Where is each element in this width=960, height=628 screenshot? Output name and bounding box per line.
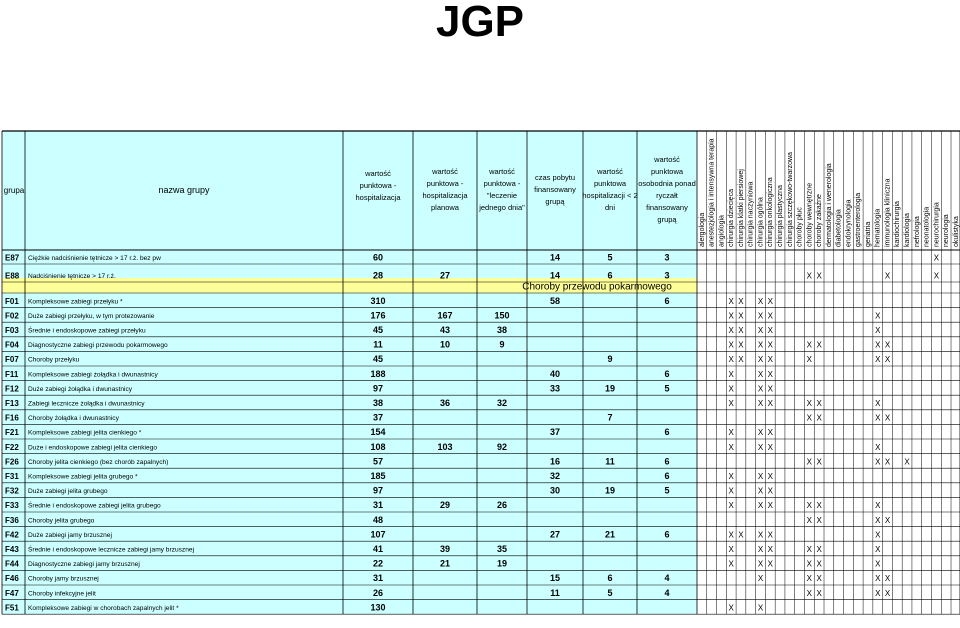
col-header-hosp2-line: punktowa (593, 179, 627, 188)
row-name: Średnie i endoskopowe lecznicze zabiegi jamy brzusznej (28, 546, 195, 554)
row-value: 176 (370, 310, 386, 321)
row-value: 60 (372, 252, 384, 263)
row-value: 5 (664, 383, 670, 394)
row-name: Choroby jelita grubego (28, 517, 95, 525)
col-header-wp-plan-line: punktowa - (426, 179, 464, 188)
specialty-label: alergologia (698, 212, 706, 247)
col-header-osobodzien-line: finansowany (646, 203, 688, 212)
row-code: F03 (5, 326, 19, 335)
specialty-label: chirurgia szczękowo-twarzowa (786, 152, 794, 247)
row-name: Zabiegi lecznicze żołądka i dwunastnicy (28, 400, 145, 408)
col-header-osobodzien-line: ryczałt (656, 191, 678, 200)
specialty-mark: X (806, 545, 813, 554)
specialty-mark: X (767, 486, 773, 496)
specialty-label: choroby płuc (796, 207, 804, 247)
row-value: 41 (372, 544, 384, 554)
specialty-mark: X (728, 296, 734, 306)
row-value: 21 (439, 558, 451, 569)
specialty-mark: X (767, 311, 773, 321)
row-value: 188 (370, 368, 386, 379)
specialty-mark: X (806, 501, 813, 511)
row-value: 27 (439, 270, 451, 281)
specialty-mark: X (738, 311, 744, 321)
specialty-mark: X (875, 326, 881, 335)
row-code: F43 (5, 545, 19, 554)
row-value: 5 (607, 587, 613, 598)
row-code: F02 (5, 311, 19, 321)
row-code: F26 (5, 457, 19, 467)
row-code: F47 (5, 588, 19, 598)
row-value: 31 (372, 500, 384, 511)
specialty-label: chirurgia ogólna (757, 197, 765, 247)
specialty-mark: X (816, 501, 822, 511)
col-header-wp-hosp-line: punktowa - (359, 181, 397, 190)
row-value: 38 (372, 398, 384, 408)
specialty-mark: X (806, 399, 813, 408)
row-name: Diagnostyczne zabiegi jamy brzusznej (28, 561, 140, 569)
specialty-mark: X (875, 355, 881, 365)
row-name: Ciężkie nadciśnienie tętnicze > 17 r.ż. bez pw (28, 255, 161, 262)
row-value: 11 (373, 339, 383, 350)
specialty-mark: X (884, 413, 891, 423)
row-value: 6 (664, 368, 670, 379)
specialty-mark: X (757, 369, 764, 379)
specialty-mark: X (884, 271, 891, 281)
row-value: 40 (549, 368, 561, 379)
specialty-mark: X (728, 428, 734, 438)
row-code: F33 (5, 501, 19, 511)
specialty-label: nefrologia (913, 216, 921, 247)
row-value: 6 (664, 295, 670, 306)
row-value: 7 (607, 412, 613, 423)
col-header-hosp2-line: dni (604, 203, 616, 212)
specialty-mark: X (875, 340, 881, 350)
specialty-label: gastroenterologia (855, 192, 863, 247)
specialty-mark: X (767, 355, 773, 365)
specialty-label: geriatria (864, 221, 872, 247)
specialty-mark: X (728, 340, 734, 350)
specialty-mark: X (875, 588, 881, 598)
specialty-mark: X (884, 588, 891, 598)
row-name: Duże zabiegi jelita grubego (28, 488, 108, 496)
row-value: 6 (664, 471, 670, 481)
specialty-label: neurologia (943, 214, 951, 247)
specialty-label: angiologia (718, 215, 726, 247)
row-value: 5 (664, 485, 670, 496)
row-name: Nadciśnienie tętnicze > 17 r.ż. (28, 273, 116, 280)
specialty-mark: X (757, 428, 764, 438)
col-header-wp-hosp-line: wartość (365, 169, 391, 178)
row-value: 130 (370, 602, 386, 613)
row-value: 37 (549, 427, 561, 438)
row-value: 154 (370, 427, 386, 438)
specialty-mark: X (767, 545, 773, 554)
row-value: 21 (604, 529, 616, 540)
row-code: F22 (5, 442, 19, 452)
section-header: Choroby przewodu pokarmowego (522, 281, 672, 293)
col-header-wp-plan-line: hospitalizacja (422, 191, 468, 200)
specialty-mark: X (875, 311, 881, 321)
specialty-mark: X (875, 501, 881, 511)
row-name: Średnie i endoskopowe zabiegi przełyku (28, 327, 146, 335)
row-value: 14 (549, 270, 561, 281)
row-value: 4 (664, 587, 670, 598)
specialty-mark: X (767, 472, 773, 481)
specialty-mark: X (875, 442, 881, 452)
row-value: 26 (372, 587, 384, 598)
jgp-table-grid (0, 128, 960, 623)
specialty-mark: X (757, 559, 764, 569)
specialty-mark: X (757, 384, 764, 394)
specialty-mark: X (757, 545, 764, 554)
specialty-mark: X (767, 501, 773, 511)
row-value: 36 (439, 398, 451, 408)
specialty-label: neurochirurgia (933, 202, 941, 247)
specialty-mark: X (806, 559, 813, 569)
specialty-mark: X (933, 253, 940, 263)
row-value: 57 (372, 456, 384, 467)
specialty-label: immunologia kliniczna (884, 178, 892, 247)
specialty-mark: X (884, 515, 891, 525)
row-value: 28 (372, 270, 384, 281)
row-code: E88 (5, 271, 20, 281)
row-value: 9 (607, 354, 613, 365)
row-value: 92 (496, 441, 508, 452)
specialty-label: kardiologia (904, 213, 912, 247)
row-value: 22 (372, 558, 384, 569)
col-header-wp-dzien-line: jednego dnia" (479, 203, 525, 212)
specialty-label: chirurgia naczyniowa (747, 181, 755, 247)
specialty-mark: X (767, 442, 773, 452)
row-code: F44 (5, 559, 19, 569)
specialty-label: chirurgia klatki piersiowej (737, 169, 745, 247)
row-code: F07 (5, 355, 19, 365)
row-code: F13 (5, 399, 19, 408)
row-value: 11 (550, 587, 560, 598)
specialty-mark: X (875, 530, 881, 540)
specialty-mark: X (757, 530, 764, 540)
col-header-wp-plan-line: planowa (431, 203, 459, 212)
row-value: 35 (496, 544, 508, 554)
row-value: 5 (607, 252, 613, 263)
row-value: 108 (370, 441, 386, 452)
row-name: Kompleksowe zabiegi żołądka i dwunastnicy (28, 371, 158, 379)
row-value: 48 (372, 514, 384, 525)
row-code: F01 (5, 296, 19, 306)
row-value: 3 (664, 252, 670, 263)
specialty-mark: X (806, 340, 813, 350)
specialty-mark: X (884, 340, 891, 350)
row-code: F12 (5, 384, 19, 394)
row-code: F46 (5, 574, 19, 584)
specialty-mark: X (816, 588, 822, 598)
specialty-mark: X (728, 399, 734, 408)
specialty-mark: X (904, 457, 910, 467)
specialty-mark: X (728, 545, 734, 554)
specialty-label: neonatologia (923, 206, 931, 247)
specialty-mark: X (816, 457, 822, 467)
specialty-mark: X (728, 472, 734, 481)
row-value: 3 (664, 270, 670, 281)
row-name: Średnie i endoskopowe zabiegi jelita grubego (28, 502, 161, 510)
specialty-mark: X (757, 326, 764, 335)
specialty-mark: X (806, 271, 813, 281)
row-code: F04 (5, 340, 19, 350)
specialty-label: kardiochirurgia (894, 201, 902, 247)
specialty-mark: X (757, 442, 764, 452)
row-name: Duże zabiegi przełyku, w tym protezowanie (28, 312, 155, 320)
row-code: F32 (5, 486, 19, 496)
row-name: Duże i endoskopowe zabiegi jelita cienkiego (28, 444, 158, 452)
row-name: Duże zabiegi jamy brzusznej (28, 531, 112, 539)
row-value: 6 (664, 427, 670, 438)
specialty-mark: X (875, 399, 881, 408)
specialty-mark: X (757, 355, 764, 365)
row-value: 26 (496, 500, 508, 511)
specialty-mark: X (806, 355, 813, 365)
specialty-mark: X (738, 326, 744, 335)
row-value: 19 (604, 383, 616, 394)
row-name: Choroby jamy brzusznej (28, 575, 99, 583)
col-header-osobodzien-line: grupą (657, 215, 677, 224)
specialty-mark: X (816, 399, 822, 408)
row-code: F21 (5, 428, 19, 438)
specialty-mark: X (728, 369, 734, 379)
col-header-osobodzien-line: osobodnia ponad (638, 179, 696, 188)
row-value: 185 (370, 471, 386, 481)
row-value: 19 (496, 558, 508, 569)
row-value: 38 (496, 325, 508, 335)
col-header-nazwa: nazwa grupy (158, 185, 210, 195)
row-name: Kompleksowe zabiegi przełyku * (28, 298, 123, 306)
row-name: Choroby żołądka i dwunastnicy (28, 415, 119, 423)
specialty-mark: X (757, 399, 764, 408)
specialty-label: choroby zakaźne (816, 194, 824, 247)
row-value: 14 (549, 252, 561, 263)
specialty-label: chirurgia plastyczna (776, 185, 784, 247)
row-value: 29 (439, 500, 451, 511)
specialty-mark: X (728, 603, 734, 613)
row-value: 4 (664, 573, 670, 584)
row-name: Choroby przełyku (28, 356, 80, 364)
specialty-mark: X (728, 384, 734, 394)
col-header-wp-hosp-line: hospitalizacja (355, 193, 401, 202)
specialty-mark: X (884, 574, 891, 584)
specialty-mark: X (806, 515, 813, 525)
specialty-mark: X (767, 296, 773, 306)
row-name: Choroby infekcyjne jelit (28, 590, 96, 598)
specialty-mark: X (728, 530, 734, 540)
col-header-osobodzien-line: wartość (654, 155, 680, 164)
specialty-mark: X (875, 559, 881, 569)
row-value: 6 (607, 573, 613, 584)
row-value: 107 (370, 529, 386, 540)
specialty-mark: X (767, 326, 773, 335)
specialty-mark: X (816, 515, 822, 525)
specialty-label: chirurgia onkologiczna (767, 177, 775, 247)
row-value: 10 (439, 339, 451, 350)
specialty-mark: X (875, 413, 881, 423)
specialty-mark: X (806, 457, 813, 467)
row-code: F36 (5, 515, 19, 525)
specialty-mark: X (816, 574, 822, 584)
row-code: F51 (5, 603, 19, 613)
specialty-label: choroby wewnętrzne (806, 182, 814, 247)
specialty-label: dermatologia i wenerologia (825, 163, 833, 247)
specialty-mark: X (806, 413, 813, 423)
specialty-mark: X (816, 559, 822, 569)
row-code: F11 (5, 369, 19, 379)
row-value: 32 (549, 471, 561, 481)
col-header-wp-dzien-line: "leczenie (486, 191, 518, 200)
row-value: 97 (372, 383, 384, 394)
page-title: JGP (435, 0, 525, 46)
col-header-grupa: grupa (3, 186, 25, 195)
specialty-label: endokrynologia (845, 199, 853, 247)
specialty-mark: X (806, 588, 813, 598)
col-header-czas-line: grupą (545, 197, 565, 206)
specialty-label: okulistyka (952, 216, 960, 247)
col-header-wp-dzien-line: wartość (489, 167, 515, 176)
specialty-mark: X (757, 603, 764, 613)
specialty-mark: X (738, 355, 744, 365)
row-value: 37 (372, 412, 384, 423)
specialty-mark: X (728, 311, 734, 321)
row-name: Choroby jelita cienkiego (bez chorób zapalnych) (28, 458, 169, 466)
specialty-mark: X (728, 501, 734, 511)
specialty-mark: X (806, 574, 813, 584)
row-value: 45 (372, 325, 384, 335)
specialty-mark: X (767, 428, 773, 438)
row-value: 19 (604, 485, 616, 496)
specialty-mark: X (757, 486, 764, 496)
row-value: 6 (664, 529, 670, 540)
row-name: Kompleksowe zabiegi jelita grubego * (28, 473, 138, 481)
specialty-label: diabetologia (835, 209, 843, 247)
row-value: 150 (494, 310, 510, 321)
specialty-mark: X (884, 355, 891, 365)
specialty-mark: X (767, 369, 773, 379)
specialty-mark: X (767, 559, 773, 569)
specialty-mark: X (728, 355, 734, 365)
row-value: 103 (437, 441, 453, 452)
row-value: 30 (549, 485, 561, 496)
row-value: 31 (372, 573, 384, 584)
col-header-wp-dzien-line: punktowa - (483, 179, 521, 188)
row-value: 45 (372, 354, 384, 365)
col-header-hosp2-line: hospitalizacji < 2 (582, 191, 638, 200)
specialty-mark: X (757, 296, 764, 306)
row-code: F42 (5, 530, 19, 540)
row-value: 27 (549, 529, 561, 540)
row-value: 32 (496, 398, 508, 408)
specialty-mark: X (757, 501, 764, 511)
specialty-mark: X (767, 340, 773, 350)
row-code: F16 (5, 413, 19, 423)
specialty-mark: X (875, 574, 881, 584)
specialty-mark: X (738, 530, 744, 540)
specialty-mark: X (728, 326, 734, 335)
row-value: 58 (549, 295, 561, 306)
specialty-mark: X (757, 472, 764, 481)
row-name: Kompleksowe zabiegi jelita cienkiego * (28, 429, 142, 437)
specialty-mark: X (816, 271, 822, 281)
row-name: Diagnostyczne zabiegi przewodu pokarmowego (28, 342, 168, 350)
specialty-mark: X (875, 545, 881, 554)
col-header-hosp2-line: wartość (597, 167, 623, 176)
row-value: 9 (499, 339, 505, 350)
row-value: 16 (549, 456, 561, 467)
col-header-czas-line: czas pobytu (534, 173, 576, 182)
row-value: 97 (372, 485, 384, 496)
col-header-wp-plan-line: wartość (432, 167, 458, 176)
row-name: Kompleksowe zabiegi w chorobach zapalnych jelit * (28, 604, 179, 612)
col-header-czas-line: finansowany (534, 185, 576, 194)
row-value: 6 (607, 270, 613, 281)
specialty-mark: X (728, 486, 734, 496)
specialty-mark: X (884, 457, 891, 467)
specialty-mark: X (816, 413, 822, 423)
specialty-mark: X (728, 442, 734, 452)
specialty-mark: X (933, 271, 940, 281)
specialty-mark: X (738, 340, 744, 350)
specialty-mark: X (738, 296, 744, 306)
specialty-mark: X (757, 574, 764, 584)
row-value: 33 (549, 383, 561, 394)
specialty-mark: X (875, 457, 881, 467)
row-value: 43 (439, 325, 451, 335)
specialty-mark: X (816, 340, 822, 350)
specialty-mark: X (757, 340, 764, 350)
row-code: E87 (5, 253, 20, 263)
row-value: 15 (549, 573, 561, 584)
specialty-mark: X (728, 559, 734, 569)
specialty-mark: X (757, 311, 764, 321)
specialty-mark: X (767, 399, 773, 408)
col-header-osobodzien-line: punktowa (650, 167, 684, 176)
specialty-label: chirurgia dziecięca (728, 189, 736, 247)
specialty-mark: X (875, 515, 881, 525)
specialty-label: anestezjologia i intensywna terapia (708, 138, 716, 247)
row-value: 310 (370, 295, 386, 306)
spreadsheet-table (0, 128, 960, 623)
specialty-label: hematologia (874, 208, 882, 247)
row-code: F31 (5, 472, 19, 481)
row-value: 11 (605, 456, 615, 467)
specialty-mark: X (767, 530, 773, 540)
row-value: 6 (664, 456, 670, 467)
row-value: 167 (437, 310, 453, 321)
specialty-mark: X (816, 545, 822, 554)
row-name: Duże zabiegi żołądka i dwunastnicy (28, 385, 133, 393)
row-value: 39 (439, 544, 451, 554)
specialty-mark: X (767, 384, 773, 394)
